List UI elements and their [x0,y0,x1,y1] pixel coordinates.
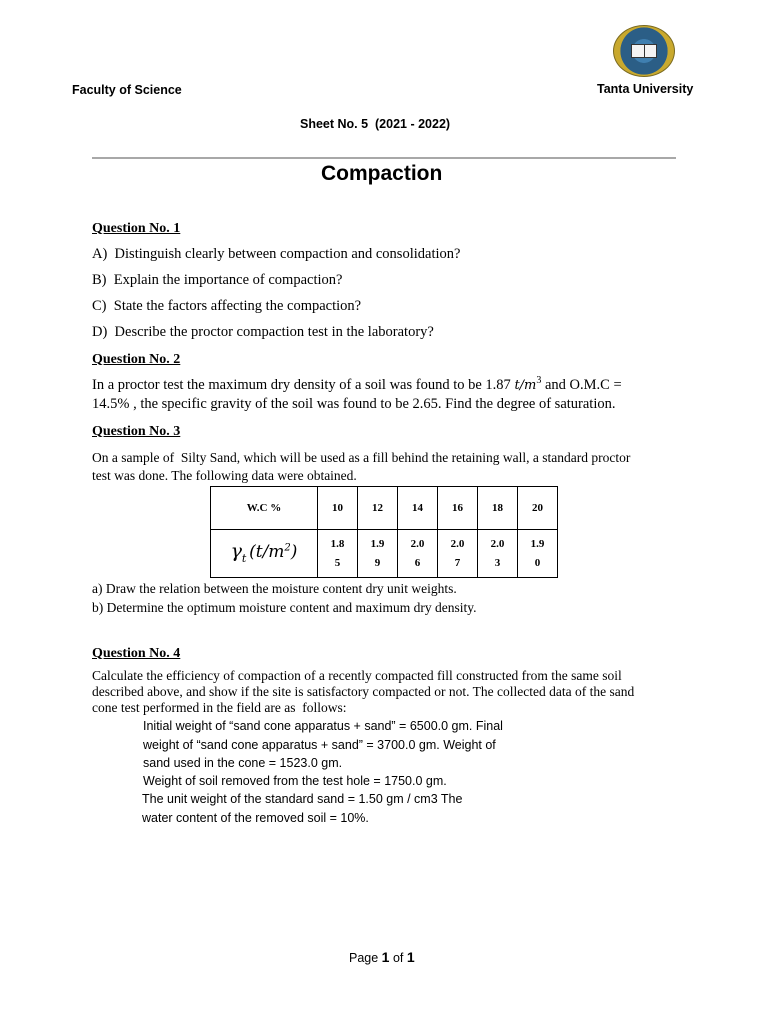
gamma-symbol [230,540,247,566]
header-divider [92,157,676,159]
table-cell-wc: 20 [518,487,558,530]
gamma-value-bottom: 3 [494,556,501,569]
question-1-item-c: C) State the factors affecting the compaction? [92,298,362,314]
question-2-line-1-end: and O.M.C = [541,376,622,393]
question-4-data-line: sand used in the cone = 1523.0 gm. [143,756,343,770]
gamma-unit: $(t/m^2)$ [249,542,298,563]
gamma-value-top: 1.9 [530,537,545,550]
table-cell-wc: 12 [358,487,398,530]
university-name: Tanta University [597,82,694,96]
question-4-data-line: Weight of soil removed from the test hole = 1750.0 gm. [143,774,447,788]
faculty-name: Faculty of Science [72,83,182,97]
question-2-heading: Question No. 2 [92,352,181,367]
gamma-unit-exponent: 2 [284,542,291,554]
table-cell-gamma [318,530,358,578]
gamma-value-bottom: 6 [414,556,421,569]
university-logo [613,25,675,77]
table-cell-wc: 10 [318,487,358,530]
gamma-value-top: 1.8 [330,537,345,550]
page-title: Compaction [321,162,443,185]
compaction-data-table [210,486,558,578]
page-footer [349,949,415,965]
density-unit: t/m [514,377,537,393]
table-row-unit-weight [211,530,558,578]
question-4-para-1: Calculate the efficiency of compaction of a recently compacted fill constructed from the same soil [92,668,622,683]
footer-of-word: of [389,951,407,965]
table-cell-gamma [358,530,398,578]
question-3-part-b: b) Determine the optimum moisture content and maximum dry density. [92,600,477,615]
gamma-value-bottom: 5 [334,556,341,569]
question-4-heading: Question No. 4 [92,646,181,661]
question-3-part-a: a) Draw the relation between the moisture content dry unit weights. [92,581,457,596]
table-header-unit-weight [211,530,318,578]
sheet-number: Sheet No. 5 (2021 - 2022) [300,117,451,131]
question-3-heading: Question No. 3 [92,424,181,439]
footer-page-total: 1 [406,949,415,965]
question-2-line-1-text: In a proctor test the maximum dry density of a soil was found to be 1.87 [92,376,515,393]
table-cell-wc: 18 [478,487,518,530]
gamma-unit-text: t/m [255,542,285,563]
question-1-heading: Question No. 1 [92,221,181,236]
gamma-value-top: 2.0 [490,537,505,550]
table-cell-gamma [518,530,558,578]
gamma-value-top: 2.0 [450,537,465,550]
density-unit-exponent: 3 [536,375,542,386]
question-3-intro-2: test was done. The following data were obtained. [92,468,357,483]
table-cell-wc: 14 [398,487,438,530]
gamma-value-bottom: 0 [534,556,541,569]
table-cell-gamma [398,530,438,578]
question-2-line-1 [92,375,622,394]
footer-page-word: Page [349,951,382,965]
question-4-data-line: weight of “sand cone apparatus + sand” = 3700.0 gm. Weight of [143,738,496,752]
question-1-item-d: D) Describe the proctor compaction test in the laboratory? [92,324,434,340]
footer-page-number: 1 [381,949,390,965]
gamma-value-top: 2.0 [410,537,425,550]
question-1-item-a: A) Distinguish clearly between compaction and consolidation? [92,246,461,262]
table-cell-gamma [478,530,518,578]
table-header-wc: W.C % [211,487,318,530]
table-cell-wc: 16 [438,487,478,530]
gamma-letter: γ [230,540,242,563]
question-4-data-line: The unit weight of the standard sand = 1.50 gm / cm3 The [142,792,463,806]
table-row-water-content [211,487,558,530]
question-3-intro-1: On a sample of Silty Sand, which will be used as a fill behind the retaining wall, a standard proctor [92,450,631,465]
gamma-subscript: t [241,552,247,566]
question-4-para-2: described above, and show if the site is satisfactory compacted or not. The collected data of the sand [92,684,635,699]
question-1-item-b: B) Explain the importance of compaction? [92,272,343,288]
question-2-line-2: 14.5% , the specific gravity of the soil was found to be 2.65. Find the degree of saturation. [92,396,616,412]
book-icon [631,44,657,58]
table-cell-gamma [438,530,478,578]
gamma-value-bottom: 7 [454,556,461,569]
question-4-data-line: water content of the removed soil = 10%. [142,811,369,825]
gamma-value-top: 1.9 [370,537,385,550]
question-4-para-3: cone test performed in the field are as follows: [92,700,347,715]
gamma-value-bottom: 9 [374,556,381,569]
question-4-data-line: Initial weight of “sand cone apparatus + sand” = 6500.0 gm. Final [143,719,503,733]
